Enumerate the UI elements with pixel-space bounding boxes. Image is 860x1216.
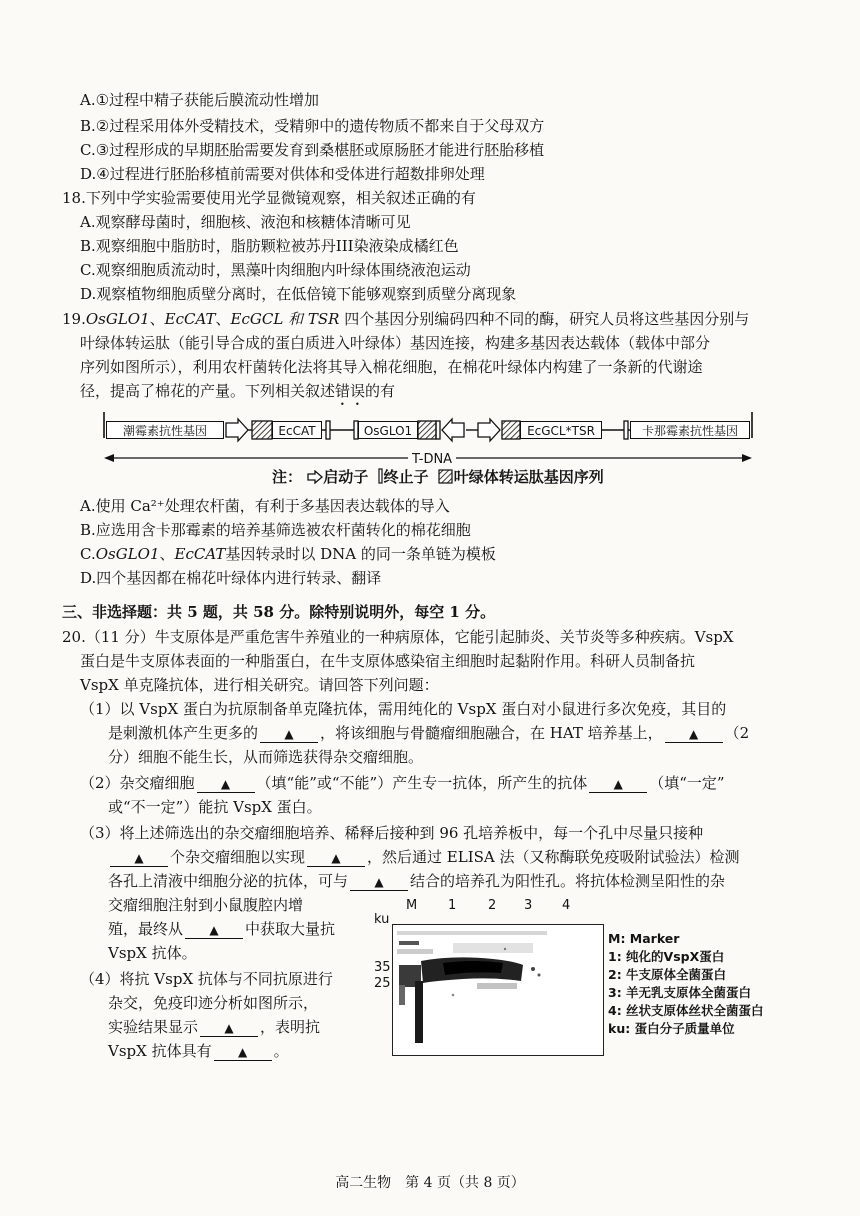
q20-text: VspX 抗体具有 (108, 1042, 212, 1060)
answer-blank[interactable]: ▲ (197, 776, 255, 793)
t-dna-label: T-DNA (408, 450, 456, 470)
gene-box-osglo1: OsGLO1 (358, 421, 418, 439)
q20-text: （2）杂交瘤细胞 (80, 774, 195, 792)
marker-25-label: 25 (374, 976, 391, 991)
q20-part4-line3 (108, 1017, 320, 1037)
q20-text: （填“能”或“不能”）产生专一抗体，所产生的抗体 (256, 774, 588, 792)
q20-text: ，表明抗 (260, 1018, 321, 1036)
answer-blank[interactable]: ▲ (200, 1020, 258, 1037)
q17-option-a: A.①过程中精子获能后膜流动性增加 (80, 91, 320, 109)
q20-line2: 蛋白是牛支原体表面的一种脂蛋白，在牛支原体感染宿主细胞时起黏附作用。科研人员制备抗 (80, 652, 696, 670)
q20-line3: VspX 单克隆抗体，进行相关研究。请回答下列问题： (80, 676, 439, 694)
lane-label-m: M (406, 898, 418, 913)
answer-blank[interactable]: ▲ (307, 850, 365, 867)
gel-key-2: 2: 牛支原体全菌蛋白 (608, 967, 727, 982)
gel-unit-label: ku (374, 912, 390, 927)
q18-stem: 18.下列中学实验需要使用光学显微镜观察，相关叙述正确的有 (62, 189, 476, 207)
promoter-arrow-icon (307, 469, 323, 489)
q17-option-c: C.③过程形成的早期胚胎需要发育到桑椹胚或原肠胚才能进行胚胎移植 (80, 141, 545, 159)
q20-part3-line6: VspX 抗体。 (108, 944, 197, 962)
q20-part3-line1: （3）将上述筛选出的杂交瘤细胞培养、稀释后接种到 96 孔培养板中，每一个孔中尽量只接种 (80, 824, 704, 842)
q19-stem-line2: 叶绿体转运肽（能引导合成的蛋白质进入叶绿体）基因连接，构建多基因表达载体（载体中部分 (80, 334, 711, 352)
q19-option-a: A.使用 Ca²⁺处理农杆菌，有利于多基因表达载体的导入 (80, 497, 450, 515)
q20-text: ，然后通过 ELISA 法（又称酶联免疫吸附试验法）检测 (367, 848, 740, 866)
answer-blank[interactable]: ▲ (665, 726, 723, 743)
q20-text: 殖，最终从 (108, 920, 184, 938)
gel-key-m: M: Marker (608, 931, 680, 946)
q19-option-d: D.四个基因都在棉花叶绿体内进行转录、翻译 (80, 569, 382, 587)
gel-key-3: 3: 羊无乳支原体全菌蛋白 (608, 985, 752, 1000)
gene-ecgcl: EcGCL (230, 310, 284, 328)
legend-terminator: 终止子 (383, 468, 429, 486)
western-blot-image (392, 924, 604, 1056)
terminator-icon (326, 421, 330, 439)
q20-text: 实验结果显示 (108, 1018, 199, 1036)
gel-key-4: 4: 丝状支原体丝状全菌蛋白 (608, 1003, 764, 1018)
lane-label-1: 1 (448, 898, 457, 913)
q20-text: ，将该细胞与骨髓瘤细胞融合，在 HAT 培养基上， (320, 724, 663, 742)
gene-eccat: EcCAT (164, 310, 216, 328)
answer-blank[interactable]: ▲ (110, 850, 168, 867)
hygromycin-resistance-gene: 潮霉素抗性基因 (106, 421, 224, 439)
lane-label-4: 4 (562, 898, 571, 913)
separator: 、 (159, 545, 175, 563)
promoter-arrow-icon (442, 419, 464, 441)
q20-line1: 20.（11 分）牛支原体是严重危害牛养殖业的一种病原体，它能引起肺炎、关节炎等多种疾病。VspX (62, 628, 734, 646)
page-footer: 高二生物 第 4 页（共 8 页） (335, 1175, 525, 1191)
gene-eccat: EcCAT (174, 545, 226, 563)
kanamycin-resistance-gene: 卡那霉素抗性基因 (630, 421, 750, 439)
q19-stem-text: 径，提高了棉花的产量。下列相关叙述 (80, 382, 336, 400)
gene-osglo1: OsGLO1 (85, 310, 150, 328)
q18-option-d: D.观察植物细胞质壁分离时，在低倍镜下能够观察到质壁分离现象 (80, 285, 517, 303)
q20-part2-line1 (80, 773, 725, 793)
q20-text: 中获取大量抗 (245, 920, 336, 938)
q17-option-d: D.④过程进行胚胎移植前需要对供体和受体进行超数排卵处理 (80, 165, 485, 183)
q19-option-c (80, 544, 496, 564)
q18-option-b: B.观察细胞中脂肪时，脂肪颗粒被苏丹III染液染成橘红色 (80, 237, 459, 255)
transit-peptide-block (502, 421, 520, 439)
q19-stem-line3: 序列如图所示），利用农杆菌转化法将其导入棉花细胞，在棉花叶绿体内构建了一条新的代谢途 (80, 358, 703, 376)
hatch-block-icon (438, 469, 454, 489)
gene-box-ecgcl-tsr: EcGCL*TSR (520, 421, 602, 439)
promoter-arrow-icon (226, 419, 248, 441)
q20-part3-line2 (108, 847, 740, 867)
q19-stem-text: 四个基因分别编码四种不同的酶，研究人员将这些基因分别与 (344, 310, 750, 328)
q20-part3-line3 (108, 871, 725, 891)
q19-stem-line1 (62, 309, 749, 329)
q20-part4-line4 (108, 1041, 289, 1061)
q19-option-b: B.应选用含卡那霉素的培养基筛选被农杆菌转化的棉花细胞 (80, 521, 471, 539)
emphasis-word: 错误 (335, 382, 366, 400)
q20-text: （填“一定” (649, 774, 725, 792)
transit-peptide-block (418, 421, 436, 439)
q18-option-a: A.观察酵母菌时，细胞核、液泡和核糖体清晰可见 (80, 213, 411, 231)
option-label: C. (80, 545, 96, 563)
answer-blank[interactable]: ▲ (185, 922, 243, 939)
q20-part1-line2 (108, 723, 749, 743)
promoter-arrow-icon (478, 419, 500, 441)
gel-key-ku: ku: 蛋白分子质量单位 (608, 1021, 735, 1036)
q20-part3-line5 (108, 919, 335, 939)
legend-transit-peptide: 叶绿体转运肽基因序列 (453, 468, 604, 486)
q20-part1-line3: 分）细胞不能生长，从而筛选获得杂交瘤细胞。 (108, 748, 424, 766)
gel-key-1: 1: 纯化的VspX蛋白 (608, 949, 725, 964)
q20-text: 是刺激机体产生更多的 (108, 724, 259, 742)
separator: 、 (149, 310, 165, 328)
q20-part4-line1: （4）将抗 VspX 抗体与不同抗原进行 (80, 970, 333, 988)
q19-number: 19. (62, 310, 86, 328)
q20-text: 个杂交瘤细胞以实现 (170, 848, 306, 866)
q17-option-b: B.②过程采用体外受精技术，受精卵中的遗传物质不都来自于父母双方 (80, 117, 545, 135)
q19-stem-text: 的有 (365, 382, 396, 400)
western-blot-bands (393, 925, 603, 1055)
legend-promoter: 启动子 (323, 468, 369, 486)
q20-part2-line2: 或“不一定”）能抗 VspX 蛋白。 (108, 798, 322, 816)
q20-text: 各孔上清液中细胞分泌的抗体，可与 (108, 872, 349, 890)
q20-text: （2 (724, 724, 750, 742)
answer-blank[interactable]: ▲ (350, 874, 408, 891)
conjunction: 和 (288, 310, 304, 328)
option-text: 基因转录时以 DNA 的同一条单链为模板 (225, 545, 496, 563)
lane-label-2: 2 (488, 898, 497, 913)
q20-part1-line1: （1）以 VspX 蛋白为抗原制备单克隆抗体，需用纯化的 VspX 蛋白对小鼠进行多次免疫，其目的 (80, 700, 727, 718)
answer-blank[interactable]: ▲ (260, 726, 318, 743)
terminator-icon (624, 421, 628, 439)
section-three-heading: 三、非选择题：共 5 题，共 58 分。除特别说明外，每空 1 分。 (62, 603, 496, 621)
lane-label-3: 3 (524, 898, 533, 913)
gene-box-eccat: EcCAT (272, 421, 322, 439)
gene-tsr: TSR (307, 310, 340, 328)
q20-part4-line2: 杂交，免疫印迹分析如图所示， (108, 994, 319, 1012)
marker-35-label: 35 (374, 960, 391, 975)
diagram-legend (272, 467, 604, 489)
q20-part3-line4: 交瘤细胞注射到小鼠腹腔内增 (108, 896, 304, 914)
answer-blank[interactable]: ▲ (589, 776, 647, 793)
q20-text: 结合的培养孔为阳性孔。将抗体检测呈阳性的杂 (410, 872, 726, 890)
gene-osglo1: OsGLO1 (95, 545, 160, 563)
separator: 、 (215, 310, 231, 328)
answer-blank[interactable]: ▲ (214, 1044, 272, 1061)
q18-option-c: C.观察细胞质流动时，黑藻叶肉细胞内叶绿体围绕液泡运动 (80, 261, 471, 279)
q20-text: 。 (273, 1042, 289, 1060)
transit-peptide-block (252, 421, 272, 439)
legend-prefix: 注： (272, 468, 303, 486)
